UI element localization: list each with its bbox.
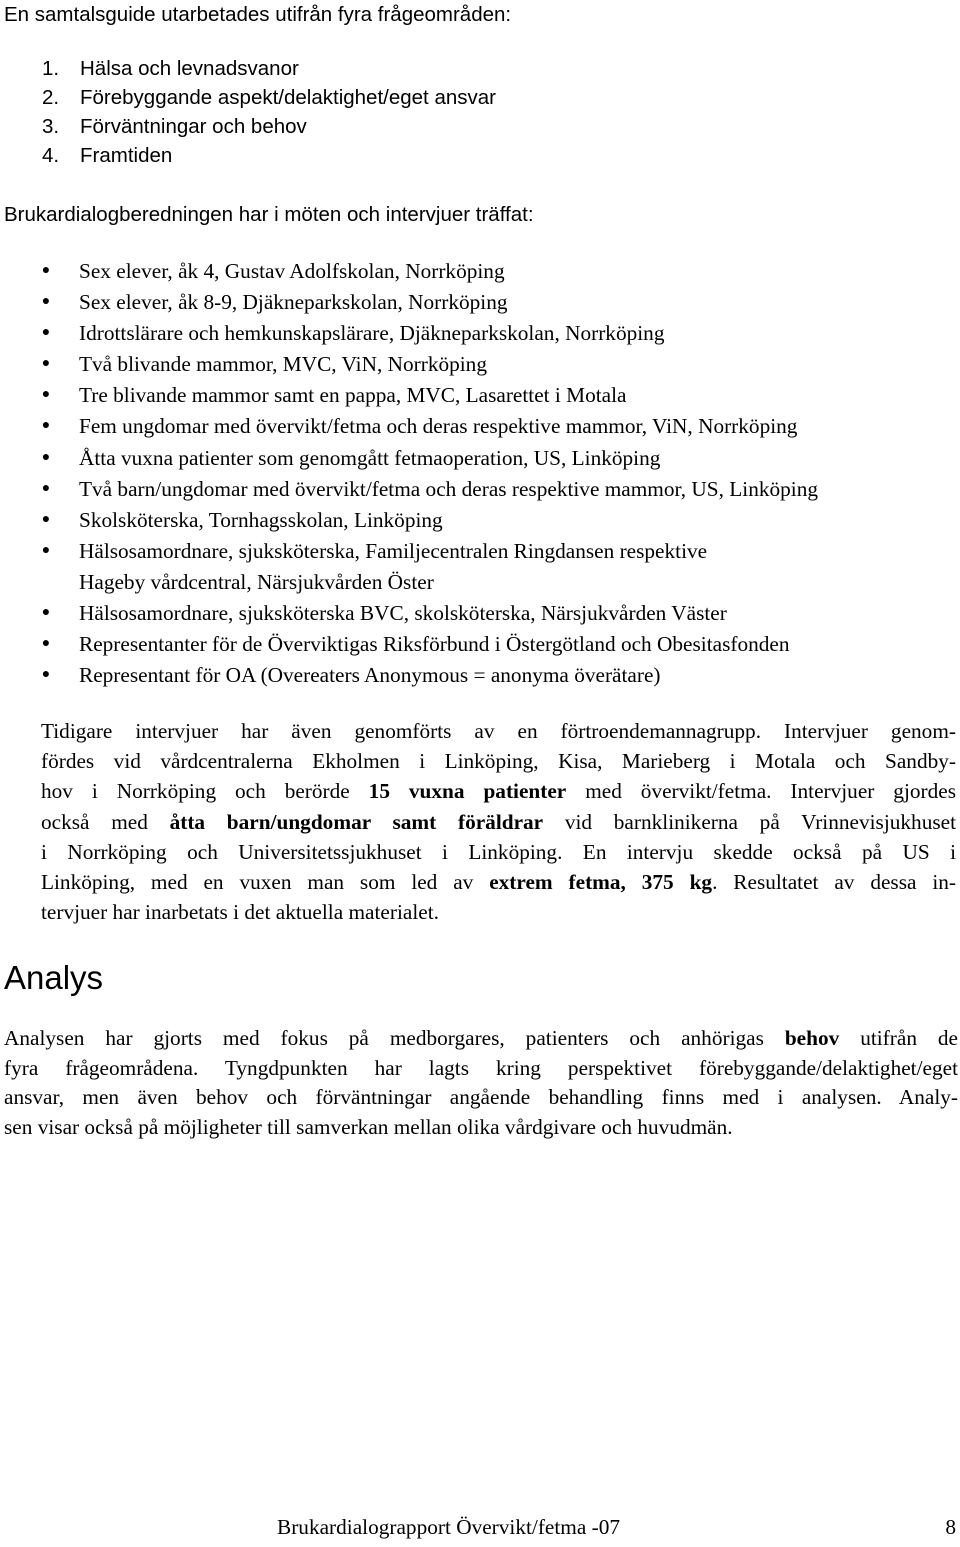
list-item-text: Idrottslärare och hemkunskapslärare, Djäkneparkskolan, Norrköping [79,321,665,346]
paragraph-line [4,1024,958,1054]
bullet-icon [41,536,51,567]
text-run: ansvar, men även behov och förväntningar angående behandling finns med i analysen. Analy- [4,1085,958,1109]
list-item-text: Hageby vårdcentral, Närsjukvården Öster [79,569,434,594]
bold-text: åtta barn/ungdomar samt föräldrar [169,809,544,834]
paragraph-line [41,746,956,776]
list-item [41,598,960,629]
topic-item [42,141,496,170]
paragraph-line [41,837,956,867]
text-run: utifrån de [839,1026,958,1050]
paragraph-line [41,867,956,897]
paragraph-line [41,897,956,927]
text-run: fördes vid vårdcentralerna Ekholmen i Linköping, Kisa, Marieberg i Motala och Sandby- [41,749,956,774]
text-run: Tidigare intervjuer har även genomförts av en förtroendemannagrupp. Intervjuer genom- [41,719,956,743]
bullet-icon [41,629,51,660]
list-item-text: Tre blivande mammor samt en pappa, MVC, Lasarettet i Motala [79,383,627,408]
list-item [41,505,960,536]
list-item-text: Två blivande mammor, MVC, ViN, Norrköping [79,352,487,377]
list-item [41,660,960,691]
paragraph-line [41,807,956,837]
bullet-icon [41,411,51,442]
topic-text: Hälsa och levnadsvanor [80,57,299,80]
text-run: fyra frågeområdena. Tyngdpunkten har lagts kring perspektivet förebyggande/delaktighet/eget [4,1055,958,1080]
participant-list [41,256,960,691]
list-item-text: Hälsosamordnare, sjuksköterska, Familjecentralen Ringdansen respektive [79,538,708,563]
bold-text: extrem fetma, 375 kg [489,870,713,895]
bold-text: 15 vuxna patienter [368,779,567,804]
paragraph-line [4,1113,958,1143]
analys-paragraph [4,1024,958,1142]
text-run: Analysen har gjorts med fokus på medborgares, patienters och anhörigas [4,1026,785,1050]
paragraph-line [41,776,956,806]
list-item [41,256,960,287]
list-item-text: Representant för OA (Overeaters Anonymous = anonyma överätare) [79,662,661,687]
list-item-text: Sex elever, åk 4, Gustav Adolfskolan, Norrköping [79,259,505,283]
topic-number: 3. [42,115,60,138]
list-item [41,349,960,380]
list-item-text: Skolsköterska, Tornhagsskolan, Linköping [79,507,443,532]
list-item-text: Representanter för de Överviktigas Riksförbund i Östergötland och Obesitasfonden [79,631,790,656]
list-item [41,474,960,505]
section-heading-analys: Analys [4,959,104,996]
bullet-icon [41,443,51,474]
list-item [41,380,960,411]
list-item-text: Sex elever, åk 8-9, Djäkneparkskolan, Norrköping [79,290,508,315]
list-item [41,411,960,442]
topic-number: 2. [42,86,60,109]
list-item [41,629,960,660]
bullet-icon [41,598,51,629]
list-item-text: Två barn/ungdomar med övervikt/fetma och deras respektive mammor, US, Linköping [79,476,819,501]
text-run: Linköping, med en vuxen man som led av [41,870,490,895]
page-number: 8 [945,1515,956,1539]
bullet-icon [41,380,51,411]
topic-number: 4. [42,144,60,167]
bullet-icon [41,256,51,287]
intro-text: En samtalsguide utarbetades utifrån fyra frågeområden: [4,3,512,26]
text-run: hov i Norrköping och berörde [41,779,369,804]
topic-text: Förebyggande aspekt/delaktighet/eget ansvar [80,86,496,109]
list-item [41,536,960,597]
list-item [41,287,960,318]
topic-item [42,54,496,83]
text-run: vid barnklinikerna på Vrinnevisjukhuset [543,809,956,834]
footer-title: Brukardialograpport Övervikt/fetma -07 [277,1515,621,1539]
bullet-icon [41,349,51,380]
text-run: sen visar också på möjligheter till samverkan mellan olika vårdgivare och huvudmän. [4,1114,733,1139]
bullet-icon [41,660,51,691]
bullet-icon [41,505,51,536]
text-run: . Resultatet av dessa in- [712,870,956,895]
bullet-icon [41,318,51,349]
topic-number: 1. [42,57,60,80]
interviews-paragraph [41,716,956,927]
text-run: tervjuer har inarbetats i det aktuella materialet. [41,900,439,925]
paragraph-line [4,1054,958,1084]
list-item [41,443,960,474]
topic-text: Förväntningar och behov [80,115,307,138]
bullet-icon [41,474,51,505]
text-run: också med [41,809,170,834]
list-item-text: Fem ungdomar med övervikt/fetma och deras respektive mammor, ViN, Norrköping [79,414,798,439]
list-item-text: Hälsosamordnare, sjuksköterska BVC, skolsköterska, Närsjukvården Väster [79,600,727,625]
topic-text: Framtiden [80,144,173,167]
met-heading: Brukardialogberedningen har i möten och intervjuer träffat: [4,203,534,226]
list-item [41,318,960,349]
bold-text: behov [784,1026,840,1050]
text-run: med övervikt/fetma. Intervjuer gjordes [566,779,956,804]
list-item-text: Åtta vuxna patienter som genomgått fetmaoperation, US, Linköping [79,445,661,470]
bullet-icon [41,287,51,318]
topic-item [42,83,496,112]
text-run: i Norrköping och Universitetssjukhuset i Linköping. En intervju skedde också på US i [41,839,956,864]
topic-list [42,54,496,170]
paragraph-line [4,1083,958,1113]
paragraph-line [41,716,956,746]
topic-item [42,112,496,141]
